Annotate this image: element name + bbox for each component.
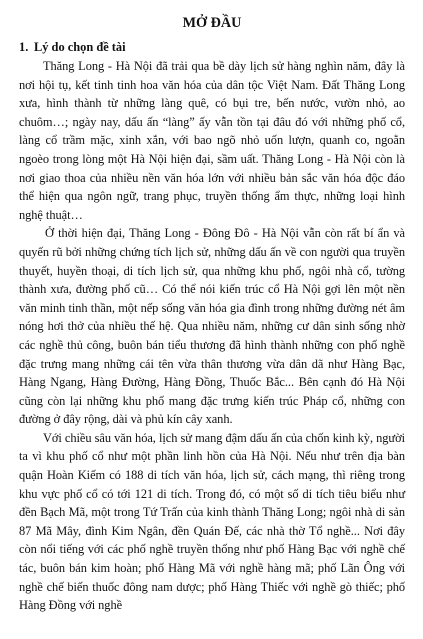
- body-paragraph-3: Với chiều sâu văn hóa, lịch sử mang đậm dấu ấn của chốn kinh kỳ, người ta vì khu phố cổ như một phần linh hồn của Hà Nội. Nếu như trên địa bàn quận Hoàn Kiếm có 188 di tích văn hóa, lịch sử, cách mạng, thì riêng trong khu vực phố cổ có tới 121 di tích. Trong đó, có một số di tích tiêu biểu như đền Bạch Mã, một trong Tứ Trấn của kinh thành Thăng Long; ngôi nhà di sản 87 Mã Mây, đình Kim Ngân, đền Quán Đế, các nhà thờ Tổ nghề... Nơi đây còn nổi tiếng với các phố nghề truyền thống như phố Hàng Bạc với nghề chế tác, buôn bán kim hoàn; phố Hàng Mã với nghề hàng mã; phố Lãn Ông với nghề chế biến thuốc đông nam dược; phố Hàng Thiếc với nghề gò thiếc; phố Hàng Đồng với nghề: [19, 430, 405, 613]
- document-title: MỞ ĐẦU: [182, 15, 242, 31]
- body-paragraph-2: Ở thời hiện đại, Thăng Long - Đông Đô - Hà Nội vẫn còn rất bí ẩn và quyến rũ bởi những chứng tích lịch sử, những dấu ấn về con người qua truyền thuyết, huyền thoại, di tích lịch sử, qua những khu phố, ngôi nhà cổ, tường thành xưa, đường phố cũ… Có thể nói kiến trúc cổ Hà Nội gợi lên một nền văn minh tinh thần, một nếp sống văn hóa gia đình trong những đường nét âm nóng hơi thở của nhiều thế hệ. Qua nhiều năm, những cư dân sinh sống nhờ các nghề thủ công, buôn bán tiểu thương đã hình thành những con phố nghề đặc trưng mang những cái tên vừa thân thương vừa dân dã như Hàng Bạc, Hàng Ngang, Hàng Đường, Hàng Đồng, Thuốc Bắc... Bên cạnh đó Hà Nội cũng còn lại những khu phố mang đặc trưng kiến trúc Pháp cổ, những con đường ở đây rộng, dài và phủ kín cây xanh.: [19, 226, 405, 427]
- section-heading: [19, 38, 405, 56]
- body-paragraph-1: Thăng Long - Hà Nội đã trải qua bề dày lịch sử hàng nghìn năm, đây là nơi hội tụ, kết tinh tinh hoa văn hóa của dân tộc Việt Nam. Đất Thăng Long xưa, hình thành từ những làng quê, có bụi tre, bến nước, vườn nhỏ, ao chuôm…; ngày nay, dấu ấn “làng” ấy vẫn tồn tại đâu đó với những phố cổ, làng cổ trầm mặc, xinh xắn, với bao ngõ nhỏ uốn lượn, quanh co, ngoằn ngoèo trong lòng một Hà Nội hiện đại, sầm uất. Thăng Long - Hà Nội còn là nơi giao thoa của nhiều nền văn hóa lớn với nhiều bản sắc văn hóa độc đáo thể hiện qua ngôn ngữ, trang phục, truyền thống ẩm thực, những loại hình nghệ thuật…: [19, 59, 405, 222]
- section-number: 1.: [19, 40, 29, 54]
- section-title: Lý do chọn đề tài: [34, 40, 126, 54]
